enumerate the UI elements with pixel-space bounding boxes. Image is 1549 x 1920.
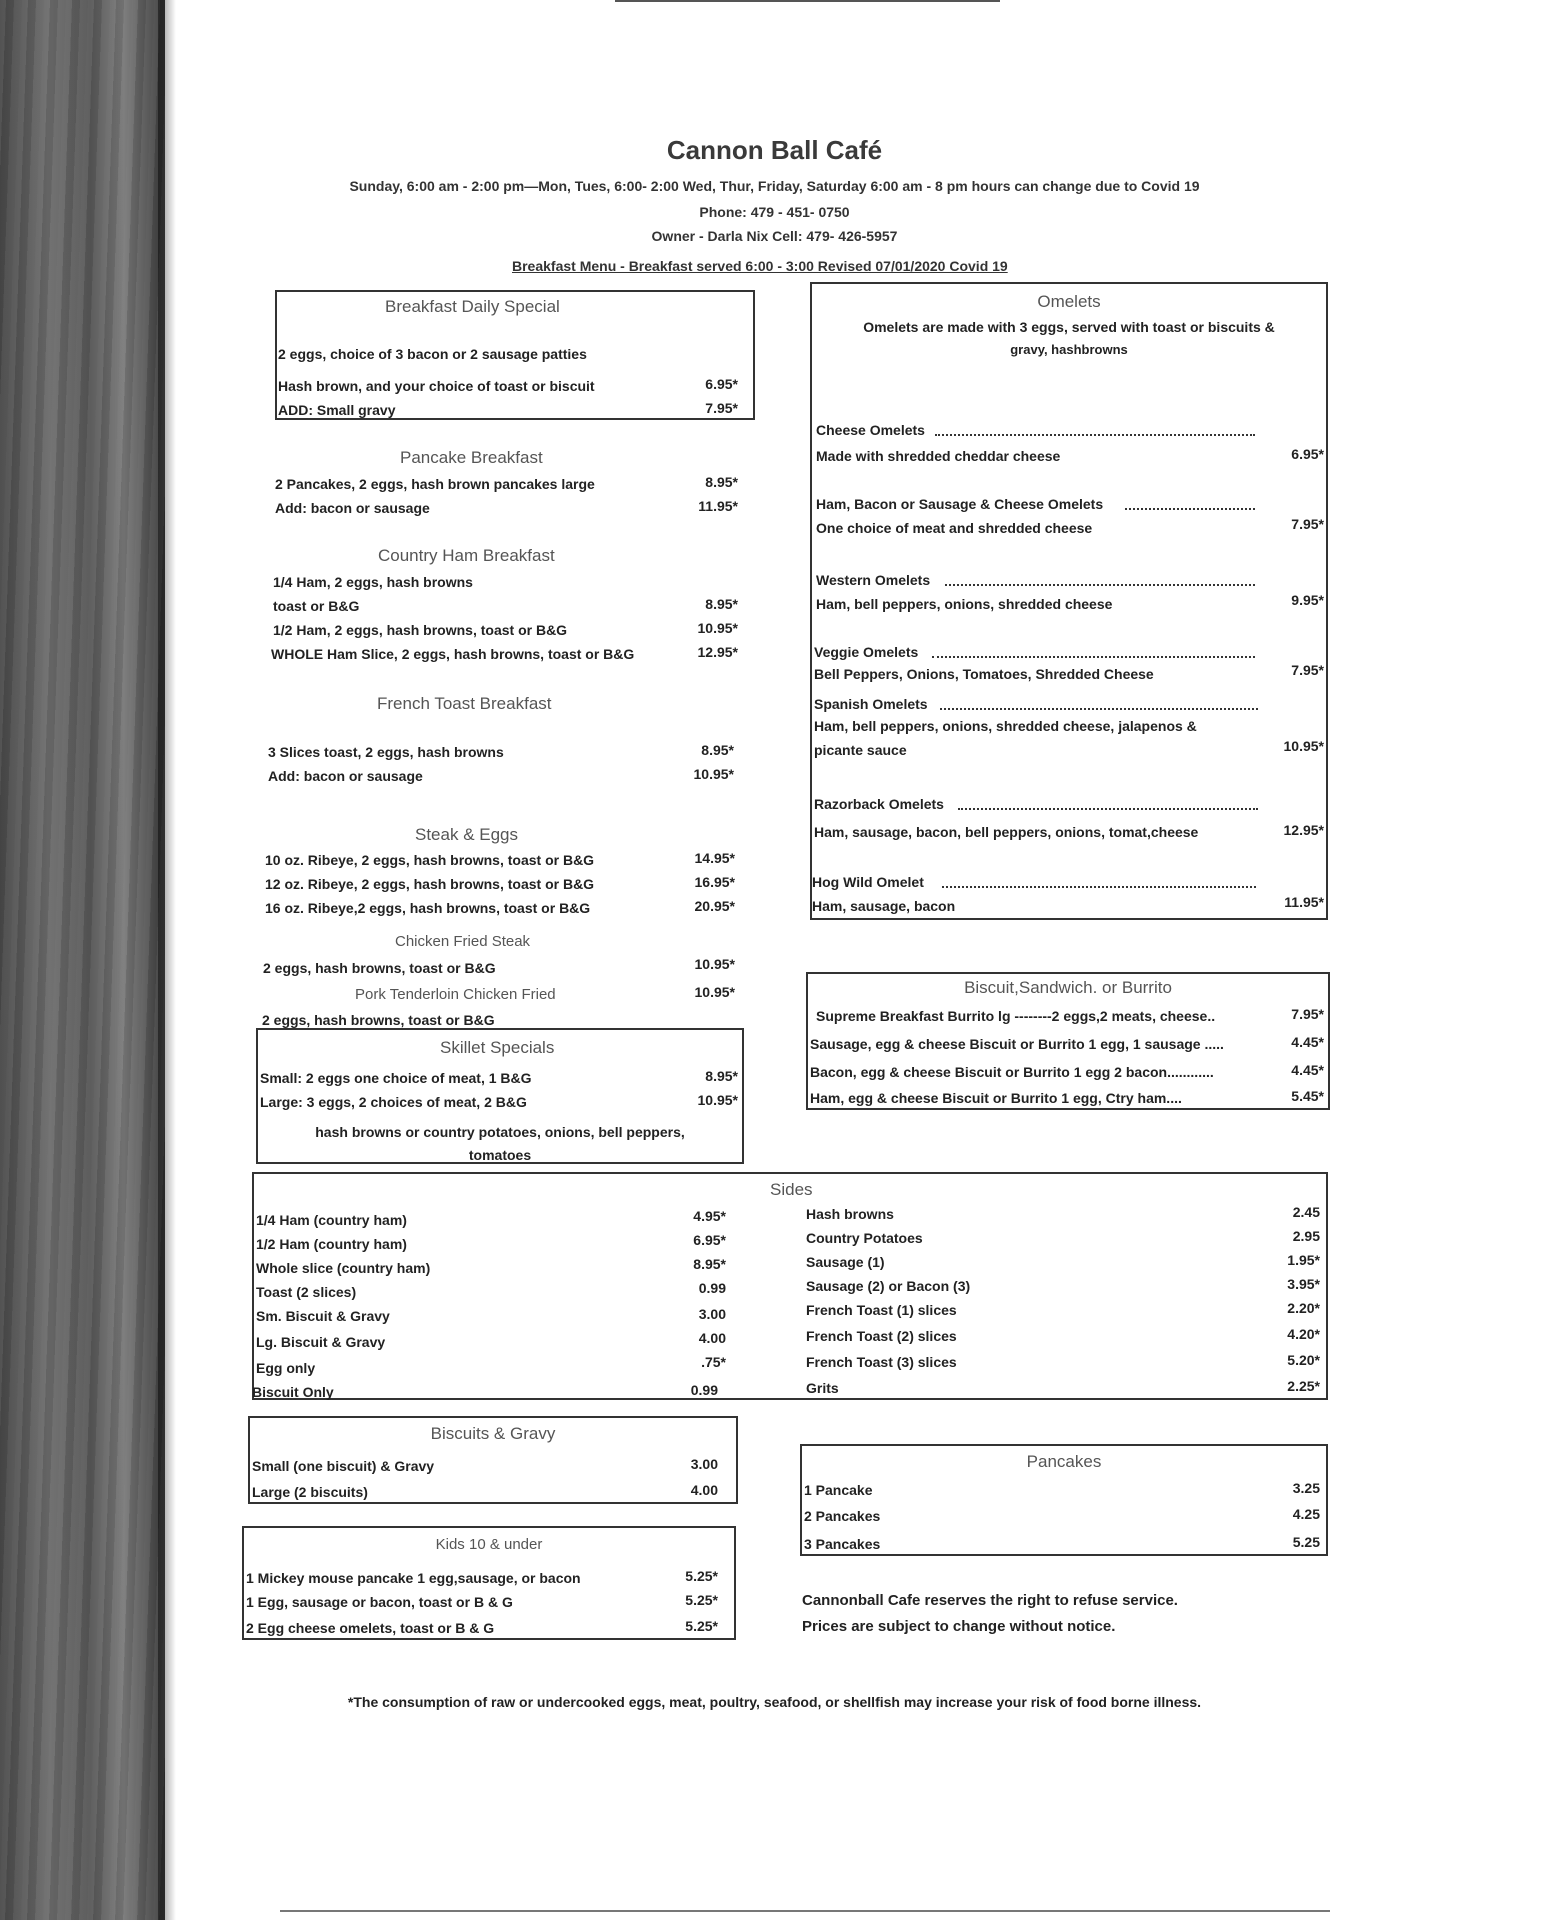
omelet-desc: Ham, sausage, bacon, bell peppers, onions, tomat,cheese bbox=[814, 824, 1199, 840]
country-ham-item: WHOLE Ham Slice, 2 eggs, hash browns, toast or B&G bbox=[271, 646, 635, 662]
side-price: 0.99 bbox=[690, 1382, 718, 1398]
pancake-breakfast-title: Pancake Breakfast bbox=[400, 448, 543, 467]
biscuit-sandwich-price: 4.45* bbox=[1291, 1062, 1324, 1078]
side-item: Lg. Biscuit & Gravy bbox=[256, 1334, 386, 1350]
menu-subtitle: Breakfast Menu - Breakfast served 6:00 - 3:00 Revised 07/01/2020 Covid 19 bbox=[512, 258, 1008, 274]
omelets-intro: Omelets are made with 3 eggs, served with toast or biscuits & bbox=[863, 319, 1275, 335]
biscuits-gravy-price: 4.00 bbox=[690, 1482, 718, 1498]
french-toast-price: 10.95* bbox=[693, 766, 734, 782]
country-ham-price: 12.95* bbox=[697, 644, 738, 660]
dot-leader bbox=[940, 708, 1258, 710]
skillet-price: 10.95* bbox=[697, 1092, 738, 1108]
pancake-breakfast-item: 2 Pancakes, 2 eggs, hash brown pancakes large bbox=[275, 476, 595, 492]
side-item: French Toast (3) slices bbox=[806, 1354, 957, 1370]
kids-item: 1 Egg, sausage or bacon, toast or B & G bbox=[246, 1594, 513, 1610]
dot-leader bbox=[942, 886, 1256, 888]
steak-eggs-item: 12 oz. Ribeye, 2 eggs, hash browns, toast or B&G bbox=[265, 876, 595, 892]
side-price: 0.99 bbox=[698, 1280, 726, 1296]
kids-price: 5.25* bbox=[685, 1568, 718, 1584]
pancakes-price: 3.25 bbox=[1292, 1480, 1320, 1496]
daily-special-price: 6.95* bbox=[705, 376, 738, 392]
steak-eggs-price: 14.95* bbox=[694, 850, 735, 866]
pancake-breakfast-price: 11.95* bbox=[698, 498, 738, 514]
side-item: Whole slice (country ham) bbox=[256, 1260, 431, 1276]
skillet-item: Small: 2 eggs one choice of meat, 1 B&G bbox=[260, 1070, 532, 1086]
omelet-desc: picante sauce bbox=[814, 742, 907, 758]
kids-item: 1 Mickey mouse pancake 1 egg,sausage, or bacon bbox=[246, 1570, 581, 1586]
omelet-price: 10.95* bbox=[1283, 738, 1324, 754]
daily-special-price: 7.95* bbox=[705, 400, 738, 416]
omelet-name: Hog Wild Omelet bbox=[812, 874, 924, 890]
country-ham-item: 1/2 Ham, 2 eggs, hash browns, toast or B&G bbox=[273, 622, 568, 638]
refuse-notice: Cannonball Cafe reserves the right to refuse service. bbox=[802, 1592, 1178, 1609]
country-ham-price: 8.95* bbox=[705, 596, 738, 612]
side-price: 1.95* bbox=[1287, 1252, 1320, 1268]
biscuits-gravy-price: 3.00 bbox=[690, 1456, 718, 1472]
steak-eggs-item: 16 oz. Ribeye,2 eggs, hash browns, toast or B&G bbox=[265, 900, 591, 916]
omelet-desc: One choice of meat and shredded cheese bbox=[816, 520, 1093, 536]
omelet-desc: Bell Peppers, Onions, Tomatoes, Shredded Cheese bbox=[814, 666, 1154, 682]
side-item: Sausage (1) bbox=[806, 1254, 885, 1270]
side-price: 3.95* bbox=[1287, 1276, 1320, 1292]
dot-leader bbox=[1125, 508, 1255, 510]
steak-eggs-title: Steak & Eggs bbox=[415, 825, 519, 844]
side-item: French Toast (2) slices bbox=[806, 1328, 957, 1344]
hours-text: Sunday, 6:00 am - 2:00 pm—Mon, Tues, 6:00- 2:00 Wed, Thur, Friday, Saturday 6:00 am - 8 pm hours can change due to Covid 19 bbox=[349, 178, 1200, 194]
daily-special-item: 2 eggs, choice of 3 bacon or 2 sausage patties bbox=[278, 346, 587, 362]
page-title: Cannon Ball Café bbox=[666, 135, 883, 165]
top-divider bbox=[615, 0, 1000, 2]
sides-title: Sides bbox=[770, 1180, 813, 1199]
side-price: 3.00 bbox=[698, 1306, 726, 1322]
dot-leader bbox=[932, 656, 1255, 658]
omelet-name: Razorback Omelets bbox=[814, 796, 944, 812]
steak-eggs-item: 10 oz. Ribeye, 2 eggs, hash browns, toast or B&G bbox=[265, 852, 595, 868]
omelet-name: Western Omelets bbox=[816, 572, 931, 588]
chicken-fried-price: 10.95* bbox=[694, 956, 735, 972]
biscuit-sandwich-item: Sausage, egg & cheese Biscuit or Burrito 1 egg, 1 sausage ..... bbox=[810, 1036, 1224, 1052]
health-warning: *The consumption of raw or undercooked eggs, meat, poultry, seafood, or shellfish may increase your risk of food borne illness. bbox=[347, 1694, 1202, 1710]
sides-box bbox=[252, 1172, 1328, 1400]
price-notice: Prices are subject to change without notice. bbox=[802, 1618, 1116, 1635]
french-toast-item: Add: bacon or sausage bbox=[268, 768, 423, 784]
omelet-price: 11.95* bbox=[1284, 894, 1324, 910]
side-item: Toast (2 slices) bbox=[256, 1284, 357, 1300]
biscuit-sandwich-title: Biscuit,Sandwich. or Burrito bbox=[964, 978, 1172, 997]
chicken-fried-title: Chicken Fried Steak bbox=[395, 933, 531, 950]
biscuits-gravy-title: Biscuits & Gravy bbox=[430, 1424, 556, 1443]
side-item: Hash browns bbox=[806, 1206, 894, 1222]
omelets-title: Omelets bbox=[1037, 292, 1101, 311]
skillet-note: tomatoes bbox=[468, 1147, 532, 1163]
biscuit-sandwich-item: Supreme Breakfast Burrito lg --------2 eggs,2 meats, cheese.. bbox=[816, 1008, 1216, 1024]
country-ham-title: Country Ham Breakfast bbox=[378, 546, 555, 565]
pancakes-price: 5.25 bbox=[1292, 1534, 1320, 1550]
pancakes-item: 2 Pancakes bbox=[804, 1508, 881, 1524]
side-price: 8.95* bbox=[693, 1256, 726, 1272]
side-item: Country Potatoes bbox=[806, 1230, 923, 1246]
side-price: 2.20* bbox=[1287, 1300, 1320, 1316]
biscuit-sandwich-item: Bacon, egg & cheese Biscuit or Burrito 1 egg 2 bacon............ bbox=[810, 1064, 1214, 1080]
owner-text: Owner - Darla Nix Cell: 479- 426-5957 bbox=[651, 228, 898, 244]
omelet-desc: Ham, sausage, bacon bbox=[812, 898, 956, 914]
dot-leader bbox=[958, 808, 1258, 810]
side-price: 5.20* bbox=[1287, 1352, 1320, 1368]
pancakes-item: 3 Pancakes bbox=[804, 1536, 881, 1552]
country-ham-price: 10.95* bbox=[697, 620, 738, 636]
country-ham-item: toast or B&G bbox=[273, 598, 360, 614]
omelet-desc: Made with shredded cheddar cheese bbox=[816, 448, 1061, 464]
omelet-desc: Ham, bell peppers, onions, shredded cheese, jalapenos & bbox=[814, 718, 1197, 734]
omelet-name: Veggie Omelets bbox=[814, 644, 919, 660]
side-item: Sausage (2) or Bacon (3) bbox=[806, 1278, 971, 1294]
french-toast-item: 3 Slices toast, 2 eggs, hash browns bbox=[268, 744, 504, 760]
side-item: 1/4 Ham (country ham) bbox=[256, 1212, 407, 1228]
side-item: 1/2 Ham (country ham) bbox=[256, 1236, 407, 1252]
skillet-title: Skillet Specials bbox=[440, 1038, 555, 1057]
omelet-name: Spanish Omelets bbox=[814, 696, 928, 712]
side-item: Grits bbox=[806, 1380, 839, 1396]
biscuit-sandwich-item: Ham, egg & cheese Biscuit or Burrito 1 egg, Ctry ham.... bbox=[810, 1090, 1182, 1106]
omelet-price: 7.95* bbox=[1291, 662, 1324, 678]
skillet-item: Large: 3 eggs, 2 choices of meat, 2 B&G bbox=[260, 1094, 527, 1110]
omelet-price: 9.95* bbox=[1291, 592, 1324, 608]
omelets-intro: gravy, hashbrowns bbox=[1010, 342, 1128, 357]
daily-special-item: Hash brown, and your choice of toast or biscuit bbox=[278, 378, 595, 394]
side-price: 4.20* bbox=[1287, 1326, 1320, 1342]
pancakes-title: Pancakes bbox=[1026, 1452, 1102, 1471]
omelet-name: Ham, Bacon or Sausage & Cheese Omelets bbox=[816, 496, 1104, 512]
dot-leader bbox=[945, 584, 1255, 586]
steak-eggs-price: 16.95* bbox=[694, 874, 735, 890]
kids-price: 5.25* bbox=[685, 1592, 718, 1608]
chicken-fried-item: 2 eggs, hash browns, toast or B&G bbox=[263, 960, 496, 976]
omelet-price: 6.95* bbox=[1291, 446, 1324, 462]
pork-tenderloin-title: Pork Tenderloin Chicken Fried bbox=[355, 986, 556, 1003]
paper-shadow bbox=[158, 0, 176, 1920]
side-price: 2.95 bbox=[1292, 1228, 1320, 1244]
daily-special-item: ADD: Small gravy bbox=[278, 402, 396, 418]
side-item: French Toast (1) slices bbox=[806, 1302, 957, 1318]
kids-item: 2 Egg cheese omelets, toast or B & G bbox=[246, 1620, 495, 1636]
omelet-price: 12.95* bbox=[1283, 822, 1324, 838]
pancake-breakfast-price: 8.95* bbox=[705, 474, 738, 490]
kids-title: Kids 10 & under bbox=[435, 1536, 543, 1553]
country-ham-item: 1/4 Ham, 2 eggs, hash browns bbox=[273, 574, 473, 590]
side-item: Egg only bbox=[256, 1360, 316, 1376]
french-toast-price: 8.95* bbox=[701, 742, 734, 758]
side-price: 4.95* bbox=[693, 1208, 726, 1224]
pancakes-price: 4.25 bbox=[1292, 1506, 1320, 1522]
daily-special-title: Breakfast Daily Special bbox=[385, 297, 560, 316]
phone-text: Phone: 479 - 451- 0750 bbox=[699, 204, 850, 220]
pork-tenderloin-item: 2 eggs, hash browns, toast or B&G bbox=[262, 1012, 495, 1028]
pork-tenderloin-price: 10.95* bbox=[694, 984, 735, 1000]
side-item: Biscuit Only bbox=[252, 1384, 334, 1400]
biscuit-sandwich-price: 4.45* bbox=[1291, 1034, 1324, 1050]
side-price: .75* bbox=[701, 1354, 726, 1370]
biscuits-gravy-item: Large (2 biscuits) bbox=[252, 1484, 368, 1500]
side-price: 2.25* bbox=[1287, 1378, 1320, 1394]
french-toast-title: French Toast Breakfast bbox=[377, 694, 552, 713]
kids-price: 5.25* bbox=[685, 1618, 718, 1634]
side-price: 4.00 bbox=[698, 1330, 726, 1346]
omelet-price: 7.95* bbox=[1291, 516, 1324, 532]
side-price: 2.45 bbox=[1292, 1204, 1320, 1220]
skillet-note: hash browns or country potatoes, onions, bell peppers, bbox=[315, 1124, 685, 1140]
biscuit-sandwich-price: 7.95* bbox=[1291, 1006, 1324, 1022]
bottom-divider bbox=[280, 1910, 1330, 1912]
dot-leader bbox=[935, 434, 1255, 436]
side-item: Sm. Biscuit & Gravy bbox=[256, 1308, 390, 1324]
skillet-price: 8.95* bbox=[705, 1068, 738, 1084]
pancake-breakfast-item: Add: bacon or sausage bbox=[275, 500, 430, 516]
steak-eggs-price: 20.95* bbox=[694, 898, 735, 914]
biscuit-sandwich-price: 5.45* bbox=[1291, 1088, 1324, 1104]
wood-table-background bbox=[0, 0, 165, 1920]
pancakes-item: 1 Pancake bbox=[804, 1482, 873, 1498]
omelet-name: Cheese Omelets bbox=[816, 422, 925, 438]
biscuits-gravy-item: Small (one biscuit) & Gravy bbox=[252, 1458, 435, 1474]
side-price: 6.95* bbox=[693, 1232, 726, 1248]
omelet-desc: Ham, bell peppers, onions, shredded cheese bbox=[816, 596, 1113, 612]
